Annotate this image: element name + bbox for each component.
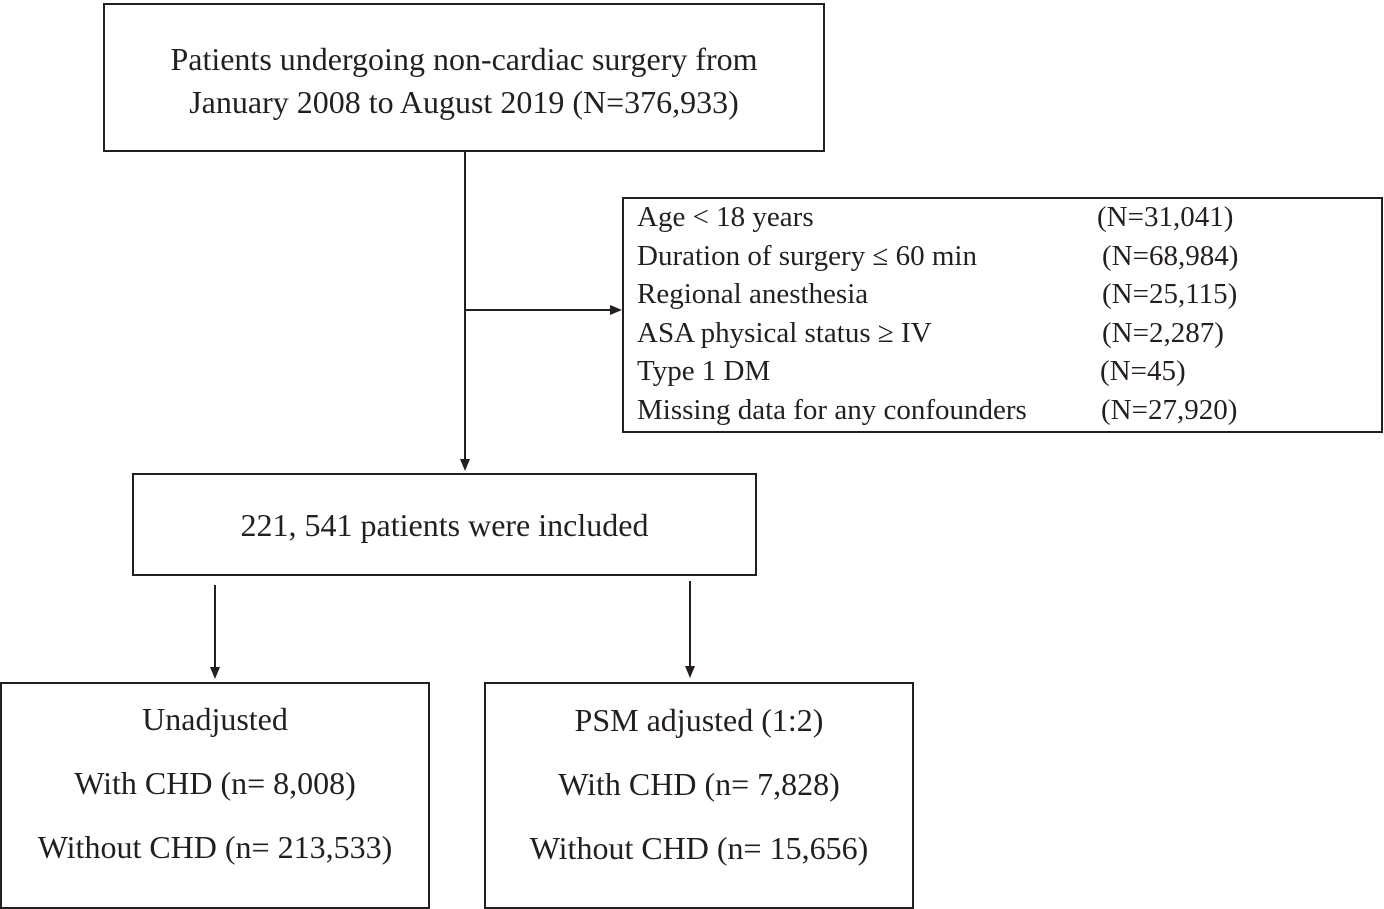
psm-title: PSM adjusted (1:2)	[574, 702, 824, 738]
unadjusted-with-chd: With CHD (n= 8,008)	[74, 765, 356, 801]
exclusion-label: Regional anesthesia	[637, 278, 869, 310]
exclusion-label: Missing data for any confounders	[637, 394, 1027, 426]
exclusion-count: (N=31,041)	[1097, 201, 1234, 233]
included-patients-box	[132, 473, 757, 576]
unadjusted-title: Unadjusted	[142, 701, 288, 737]
exclusion-criteria-box	[622, 197, 1383, 433]
source-population-box	[103, 3, 825, 152]
psm-cohort-box	[484, 682, 914, 909]
source-population-line1: Patients undergoing non-cardiac surgery from	[170, 41, 758, 77]
arrow-to-included	[460, 459, 470, 471]
source-population-line2: January 2008 to August 2019 (N=376,933)	[189, 84, 739, 120]
exclusion-label: Age < 18 years	[637, 201, 814, 233]
connector-to-exclusions	[465, 309, 611, 311]
included-patients-text: 221, 541 patients were included	[240, 507, 649, 543]
exclusion-count: (N=45)	[1100, 355, 1186, 387]
arrow-to-exclusions	[610, 305, 622, 315]
exclusion-count: (N=27,920)	[1101, 394, 1238, 426]
exclusion-count: (N=2,287)	[1102, 317, 1224, 349]
connector-to-unadjusted	[214, 585, 216, 668]
exclusion-count: (N=68,984)	[1102, 240, 1239, 272]
psm-without-chd: Without CHD (n= 15,656)	[529, 830, 869, 866]
psm-with-chd: With CHD (n= 7,828)	[558, 766, 840, 802]
exclusion-label: Duration of surgery ≤ 60 min	[637, 240, 977, 272]
exclusion-count: (N=25,115)	[1102, 278, 1238, 310]
exclusion-label: Type 1 DM	[637, 355, 771, 387]
unadjusted-without-chd: Without CHD (n= 213,533)	[37, 829, 393, 865]
connector-top-to-included	[464, 152, 466, 460]
unadjusted-cohort-box	[0, 682, 430, 909]
arrow-to-unadjusted	[210, 667, 220, 679]
connector-to-psm	[689, 581, 691, 667]
exclusion-label: ASA physical status ≥ IV	[637, 317, 932, 349]
arrow-to-psm	[685, 666, 695, 678]
